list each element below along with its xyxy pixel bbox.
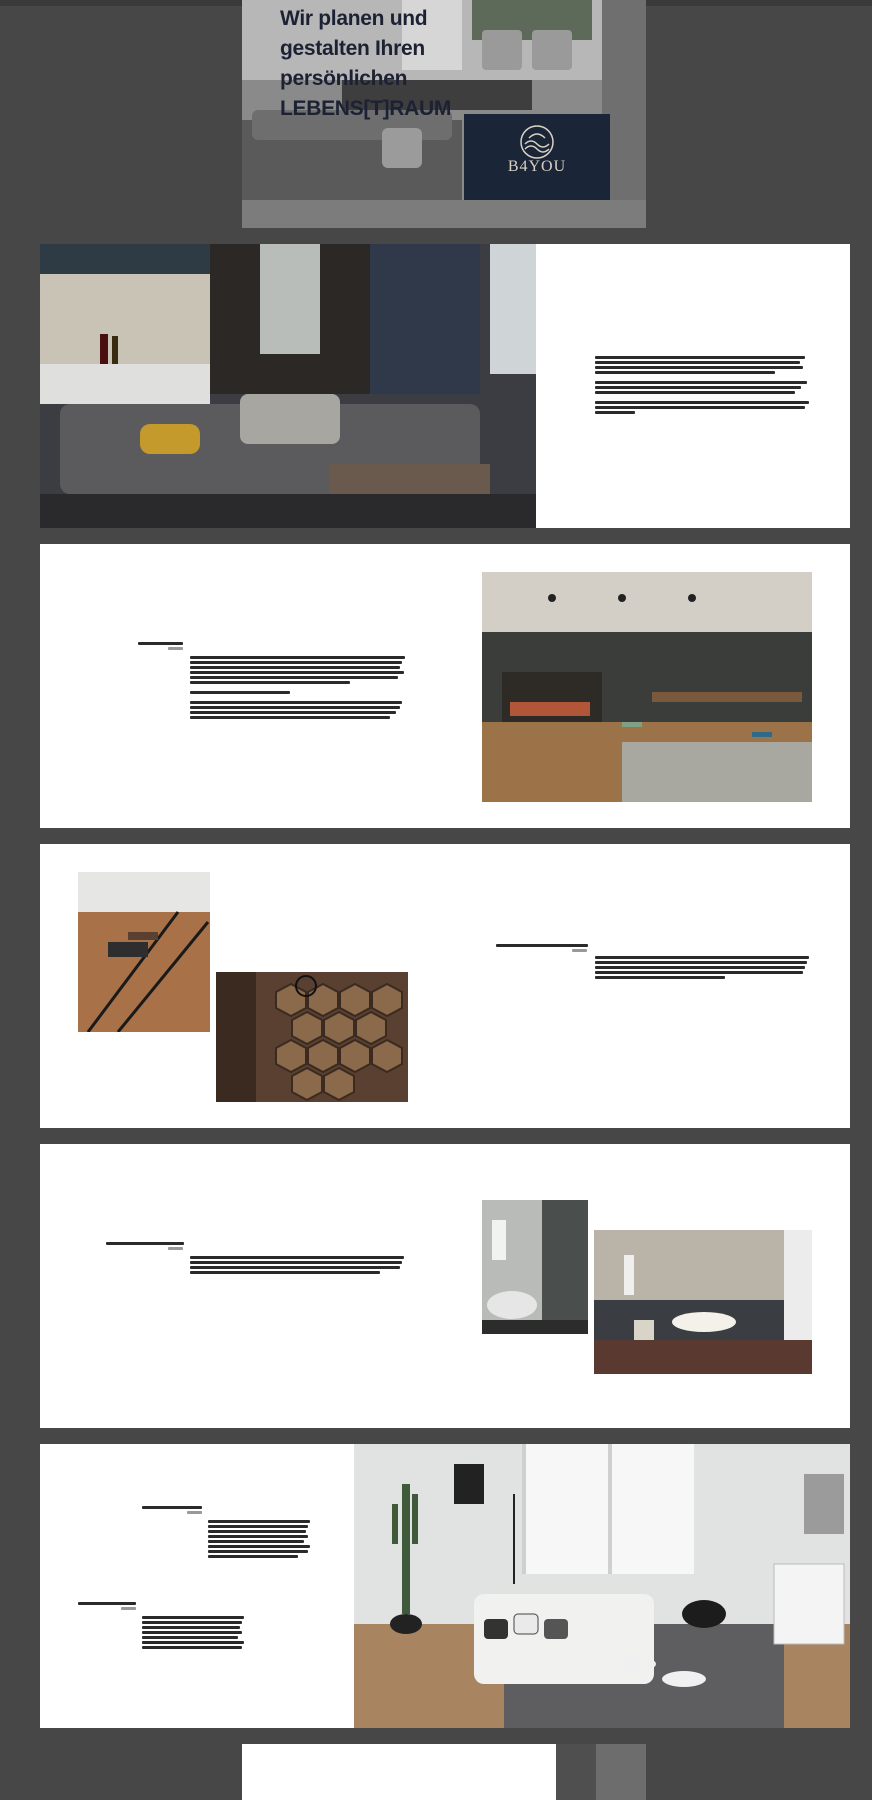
cover-title-line: LEBENS[T]RAUM [280,97,452,120]
page-5-heading [106,1242,186,1252]
page-3-text-block [190,656,405,721]
cover-title-line: gestalten Ihren [280,37,425,60]
brochure-page-6 [40,1444,850,1728]
loft-living-room-photo [40,244,536,528]
page-4-heading [496,944,591,954]
cover-title-line: Wir planen und [280,7,428,30]
page-4-text-block [595,956,810,981]
brochure-page-5 [40,1144,850,1428]
kitchen-photo [482,572,812,802]
page-3-heading [138,642,183,652]
page-5-text-block [190,1256,405,1276]
cover-title-line: persönlichen [280,67,408,90]
stairs-floor-photo [78,872,210,1032]
logo-mark-icon [519,124,555,160]
page-6-heading-1 [142,1506,202,1516]
bright-living-room-photo [354,1444,850,1728]
brochure-page-2 [40,244,850,528]
logo-text: B4YOU [507,158,567,175]
brochure-page-7 [242,1744,646,1800]
bathtub-photo [594,1230,812,1374]
brochure-page-3 [40,544,850,828]
brochure-page-4 [40,844,850,1128]
b4you-logo [464,114,610,200]
shower-photo [482,1200,588,1334]
page-7-photo [556,1744,646,1800]
page-6-heading-2 [78,1602,138,1612]
cover-page [242,0,646,228]
page-2-text-block [595,356,810,416]
page-6-text-block-1 [208,1520,313,1560]
hexagon-floor-photo [216,972,408,1102]
page-6-text-block-2 [142,1616,247,1651]
cover-title [280,4,480,124]
